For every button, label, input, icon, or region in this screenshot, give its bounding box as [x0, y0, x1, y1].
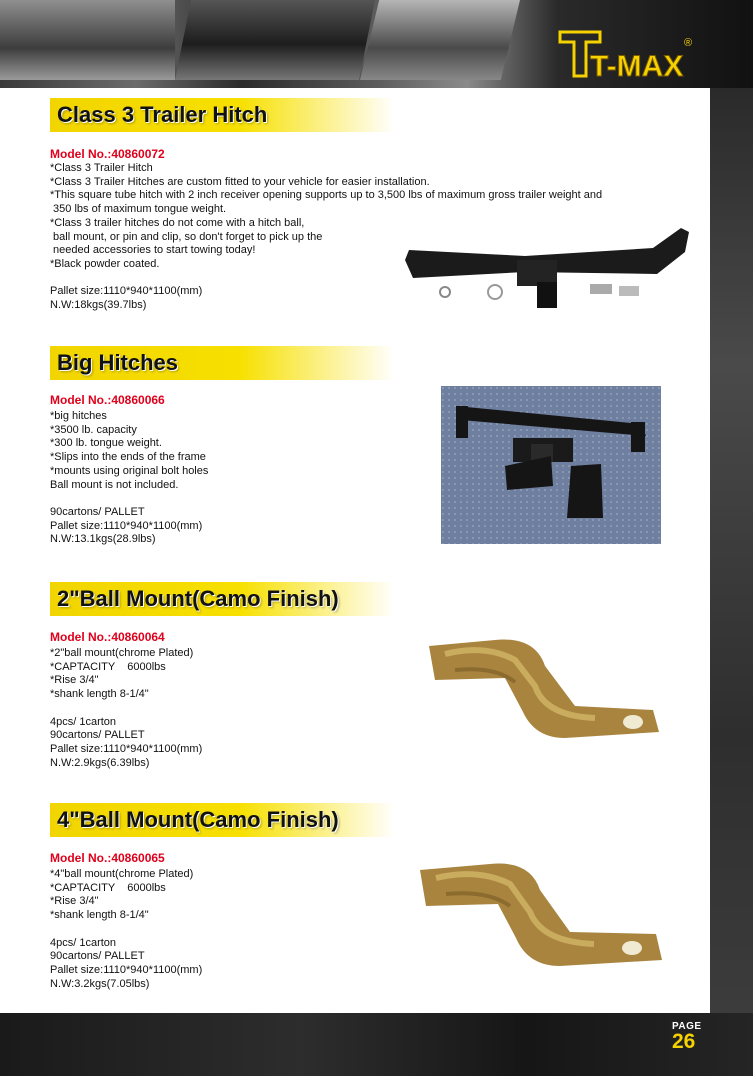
description-line: Pallet size:1110*940*1100(mm): [50, 285, 203, 298]
description-line: 90cartons/ PALLET: [50, 950, 145, 963]
section-title: 2"Ball Mount(Camo Finish): [57, 586, 339, 611]
ball-mount-image: [418, 848, 668, 976]
description-line: *Class 3 Trailer Hitch: [50, 162, 153, 174]
truck-grille-photo: [175, 0, 375, 80]
description-line: *3500 lb. capacity: [50, 423, 137, 436]
description-line: *2"ball mount(chrome Plated): [50, 647, 194, 659]
description-line: N.W:13.1kgs(28.9lbs): [50, 533, 156, 546]
model-number: Model No.:40860072: [50, 147, 165, 161]
model-number: Model No.:40860064: [50, 630, 165, 644]
description-line: *Class 3 Trailer Hitches are custom fitted to your vehicle for easier installation.: [50, 175, 430, 188]
model-number: Model No.:40860066: [50, 393, 165, 407]
description-line: needed accessories to start towing today!: [50, 244, 256, 257]
winch-photo: [360, 0, 520, 80]
header-banner: [0, 0, 753, 88]
description-line: 4pcs/ 1carton: [50, 936, 117, 949]
svg-text:®: ®: [684, 37, 693, 49]
model-number: Model No.:40860065: [50, 851, 165, 865]
description-line: *shank length 8-1/4": [50, 909, 149, 922]
description-line: N.W:2.9kgs(6.39lbs): [50, 756, 150, 769]
page-label: PAGE: [672, 1021, 702, 1032]
description-line: [50, 492, 208, 506]
catalog-page: [0, 88, 710, 1013]
description-line: *This square tube hitch with 2 inch receiver opening supports up to 3,500 lbs of maximum gross trailer weight and: [50, 189, 603, 202]
section-title-bar: [50, 98, 395, 132]
product-description: [50, 410, 208, 547]
description-line: Pallet size:1110*940*1100(mm): [50, 742, 203, 755]
section-title: 4"Ball Mount(Camo Finish): [57, 807, 339, 832]
section-title-bar: [50, 346, 395, 380]
section-title: Big Hitches: [57, 350, 179, 375]
description-line: *Black powder coated.: [50, 257, 160, 270]
ball-mount-image: [425, 626, 665, 750]
section-title: Class 3 Trailer Hitch: [57, 102, 268, 127]
description-line: Pallet size:1110*940*1100(mm): [50, 963, 203, 976]
description-line: [50, 923, 202, 937]
section-title-bar: [50, 582, 395, 616]
big-hitch-image: [441, 386, 661, 544]
description-line: *Slips into the ends of the frame: [50, 451, 206, 464]
description-line: *mounts using original bolt holes: [50, 464, 209, 477]
tmax-logo: [556, 26, 696, 82]
product-description: [50, 647, 202, 770]
description-line: Pallet size:1110*940*1100(mm): [50, 519, 203, 532]
decorative-edge: [710, 88, 753, 1013]
description-line: *Rise 3/4": [50, 895, 99, 908]
trailer-hitch-image: [405, 208, 695, 308]
description-line: 350 lbs of maximum tongue weight.: [50, 203, 227, 216]
product-description: [50, 868, 202, 991]
description-line: ball mount, or pin and clip, so don't forget to pick up the: [50, 230, 323, 243]
description-line: 90cartons/ PALLET: [50, 729, 145, 742]
description-line: 90cartons/ PALLET: [50, 505, 145, 518]
description-line: *Rise 3/4": [50, 674, 99, 687]
description-line: N.W:3.2kgs(7.05lbs): [50, 977, 150, 990]
jeep-photo: [0, 0, 175, 80]
footer-band: [0, 1013, 753, 1076]
section-title-bar: [50, 803, 395, 837]
description-line: *shank length 8-1/4": [50, 688, 149, 701]
page-number: 26: [672, 1030, 696, 1053]
description-line: *CAPTACITY 6000lbs: [50, 881, 166, 894]
description-line: *CAPTACITY 6000lbs: [50, 660, 166, 673]
description-line: N.W:18kgs(39.7lbs): [50, 299, 147, 312]
description-line: 4pcs/ 1carton: [50, 715, 117, 728]
description-line: *big hitches: [50, 410, 107, 422]
description-line: *300 lb. tongue weight.: [50, 437, 162, 450]
description-line: Ball mount is not included.: [50, 478, 179, 491]
logo-text: T-MAX: [590, 50, 684, 82]
description-line: [50, 702, 202, 716]
description-line: *4"ball mount(chrome Plated): [50, 868, 194, 880]
description-line: *Class 3 trailer hitches do not come with a hitch ball,: [50, 216, 305, 229]
